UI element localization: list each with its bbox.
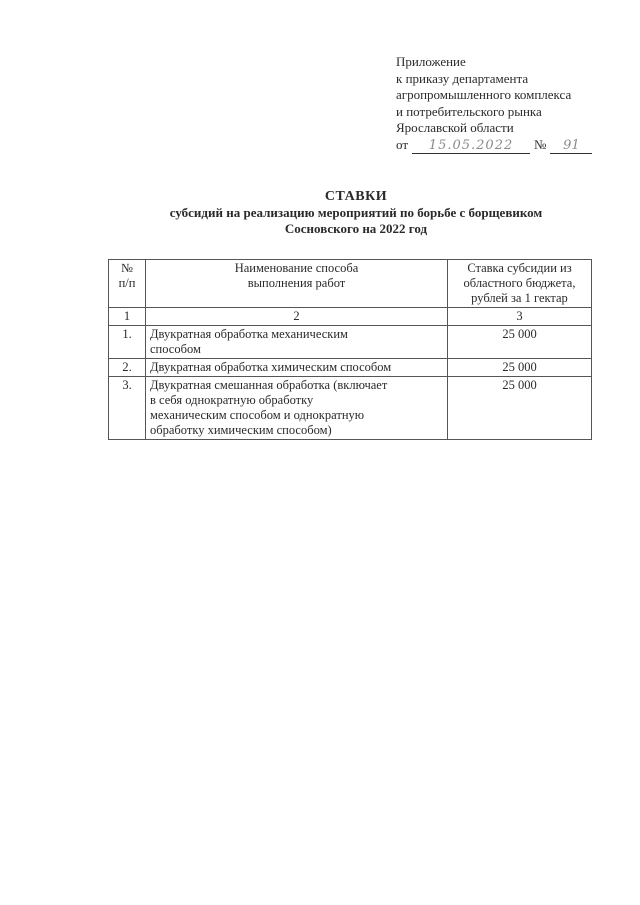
row-method-line: механическим способом и однократную bbox=[150, 408, 365, 422]
appendix-line: к приказу департамента bbox=[396, 70, 529, 86]
header-rate-line: областного бюджета, bbox=[463, 276, 576, 290]
column-number: 3 bbox=[448, 308, 592, 326]
row-method-line: способом bbox=[150, 342, 201, 356]
title-line: субсидий на реализацию мероприятий по борьбе с борщевиком bbox=[169, 205, 543, 220]
row-method-line: Двукратная обработка механическим bbox=[150, 327, 348, 341]
appendix-line: Ярославской области bbox=[396, 120, 514, 135]
number-label: № bbox=[534, 136, 547, 152]
row-number: 3. bbox=[109, 377, 146, 440]
column-number-row bbox=[109, 308, 592, 326]
document-title bbox=[96, 188, 616, 237]
row-method-line: в себя однократную обработку bbox=[150, 393, 314, 407]
appendix-line: Приложение bbox=[396, 54, 466, 69]
handwritten-number: 91 bbox=[550, 138, 592, 154]
column-number: 1 bbox=[109, 308, 146, 326]
header-number-line: № bbox=[121, 261, 133, 275]
table-header-row bbox=[109, 260, 592, 308]
row-rate: 25 000 bbox=[448, 359, 592, 377]
rates-table bbox=[108, 259, 592, 440]
header-rate-line: рублей за 1 гектар bbox=[471, 291, 568, 305]
row-number: 2. bbox=[109, 359, 146, 377]
table-row bbox=[109, 326, 592, 359]
row-rate: 25 000 bbox=[448, 326, 592, 359]
row-method bbox=[146, 326, 448, 359]
header-number-line: п/п bbox=[118, 276, 136, 290]
header-rate-line: Ставка субсидии из bbox=[467, 261, 572, 275]
header-method-line: выполнения работ bbox=[247, 276, 346, 290]
appendix-line: агропромышленного комплекса bbox=[396, 87, 572, 102]
title-main: СТАВКИ bbox=[324, 189, 388, 204]
row-method-line: обработку химическим способом) bbox=[150, 423, 332, 437]
header-number bbox=[109, 260, 146, 308]
title-line: Сосновского на 2022 год bbox=[284, 221, 428, 236]
header-method-line: Наименование способа bbox=[234, 261, 359, 275]
header-method bbox=[146, 260, 448, 308]
handwritten-date: 15.05.2022 bbox=[412, 138, 530, 154]
row-rate: 25 000 bbox=[448, 377, 592, 440]
row-method bbox=[146, 377, 448, 440]
order-date-row bbox=[396, 137, 626, 154]
row-number: 1. bbox=[109, 326, 146, 359]
table-row bbox=[109, 359, 592, 377]
row-method-line: Двукратная смешанная обработка (включает bbox=[150, 378, 388, 392]
appendix-block bbox=[396, 54, 626, 154]
table-row bbox=[109, 377, 592, 440]
from-label: от bbox=[396, 136, 409, 152]
row-method: Двукратная обработка химическим способом bbox=[146, 359, 448, 377]
column-number: 2 bbox=[146, 308, 448, 326]
appendix-line: и потребительского рынка bbox=[396, 103, 542, 119]
header-rate bbox=[448, 260, 592, 308]
